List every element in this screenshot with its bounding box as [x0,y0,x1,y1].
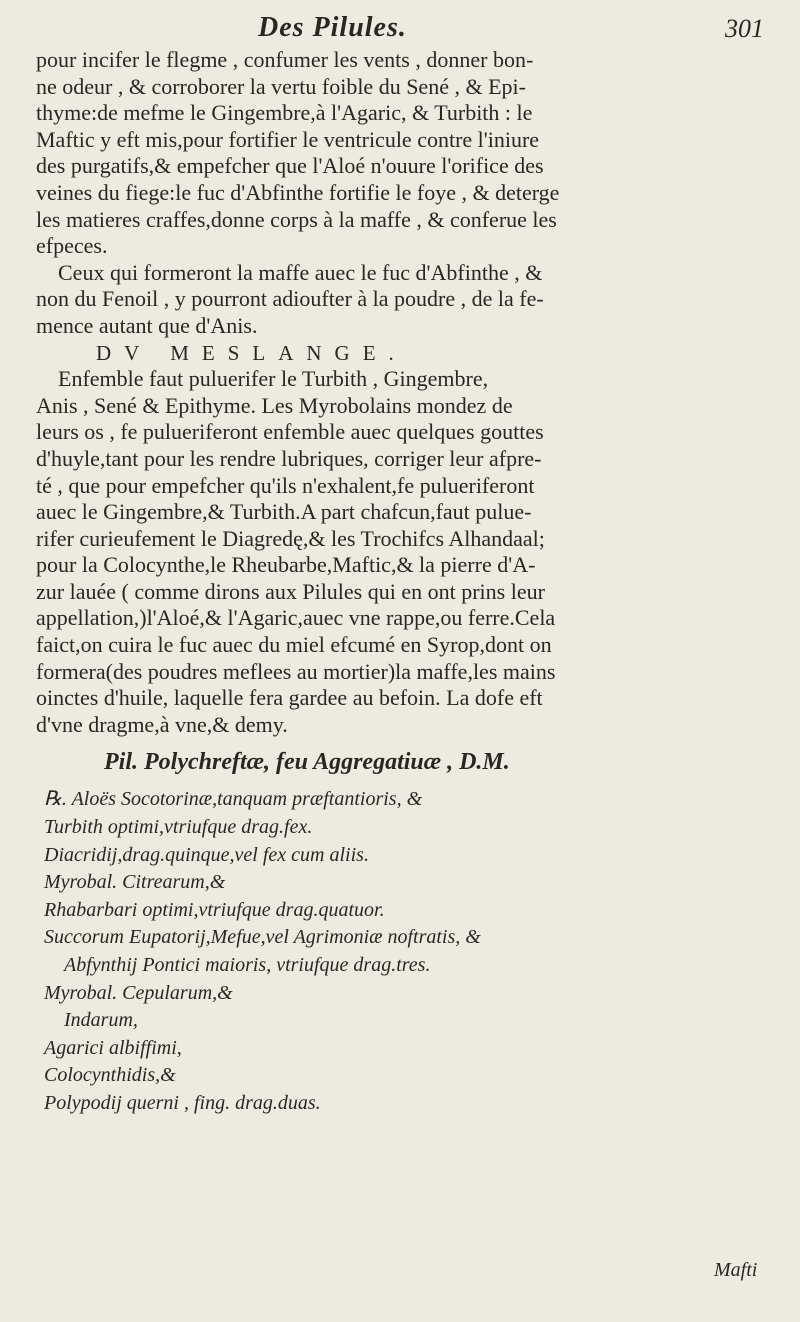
text-line: pour la Colocynthe,le Rheubarbe,Maftic,& la pierre d'A- [36,552,536,578]
text-line: efpeces. [36,233,108,259]
recipe-line: Colocynthidis,& [44,1064,176,1087]
recipe-line: Myrobal. Cepularum,& [44,981,233,1004]
recipe-line: Polypodij querni , fing. drag.duas. [44,1091,321,1114]
text-line: thyme:de mefme le Gingembre,à l'Agaric, & Turbith : le [36,100,533,126]
text-line: appellation,)l'Aloé,& l'Agaric,auec vne rappe,ou ferre.Cela [36,605,556,631]
recipe-line: Myrobal. Citrearum,& [44,871,226,894]
recipe-line: Succorum Eupatorij,Mefue,vel Agrimoniæ noftratis, & [44,926,481,949]
recipe-line: ℞. Aloës Socotorinæ,tanquam præftantioris, & [44,788,423,811]
text-line: formera(des poudres meflees au mortier)la maffe,les mains [36,658,556,684]
text-line: d'huyle,tant pour les rendre lubriques, corriger leur afpre- [36,445,542,471]
text-line: Anis , Sené & Epithyme. Les Myrobolains mondez de [36,392,513,418]
formula-title: Pil. Polychreftæ, feu Aggregatiuæ , D.M. [104,749,510,776]
running-title: Des Pilules. [258,12,407,43]
text-line: veines du fiege:le fuc d'Abfinthe fortifie le foye , & deterge [36,179,560,205]
text-line: té , que pour empefcher qu'ils n'exhalent,fe pulueriferont [36,472,535,498]
paragraph-virtues [36,47,771,340]
recipe-line: Diacridij,drag.quinque,vel fex cum aliis. [44,843,369,866]
text-line: les matieres craffes,donne corps à la maffe , & conferue les [36,206,557,232]
text-line: zur lauée ( comme dirons aux Pilules qui en ont prins leur [36,578,545,604]
page-number: 301 [725,14,764,43]
text-line: mence autant que d'Anis. [36,312,258,338]
text-line: rifer curieufement le Diagredę,& les Trochifcs Alhandaal; [36,525,545,551]
text-line: Enfemble faut puluerifer le Turbith , Gingembre, [58,366,489,392]
text-line: Maftic y eft mis,pour fortifier le ventricule contre l'iniure [36,126,540,152]
text-line: oinctes d'huile, laquelle fera gardee au befoin. La dofe eft [36,685,543,711]
text-line: auec le Gingembre,& Turbith.A part chafcun,faut pulue- [36,499,532,525]
text-line: Ceux qui formeront la maffe auec le fuc d'Abfinthe , & [58,259,543,285]
recipe-line: Agarici albiffimi, [44,1036,182,1059]
text-line: ne odeur , & corroborer la vertu foible du Sené , & Epi- [36,73,526,99]
recipe-list [36,786,771,1117]
section-heading: DV MESLANGE. [96,340,407,365]
text-line: d'vne dragme,à vne,& demy. [36,711,288,737]
text-line: leurs os , fe pulueriferont enfemble auec quelques gouttes [36,419,544,445]
recipe-line: Rhabarbari optimi,vtriufque drag.quatuor. [44,898,385,921]
text-line: non du Fenoil , y pourront adioufter à la poudre , de la fe- [36,286,544,312]
catchword: Mafti [714,1259,758,1281]
text-line: pour incifer le flegme , confumer les vents , donner bon- [36,47,534,72]
recipe-line: Turbith optimi,vtriufque drag.fex. [44,816,313,839]
recipe-line: Abfynthij Pontici maioris, vtriufque drag.tres. [64,954,431,976]
page-body [36,47,771,1118]
paragraph-mixing [36,366,771,738]
text-line: faict,on cuira le fuc auec du miel efcumé en Syrop,dont on [36,632,552,658]
recipe-line: Indarum, [64,1009,138,1032]
page-header [0,12,800,52]
text-line: des purgatifs,& empefcher que l'Aloé n'ouure l'orifice des [36,153,544,179]
